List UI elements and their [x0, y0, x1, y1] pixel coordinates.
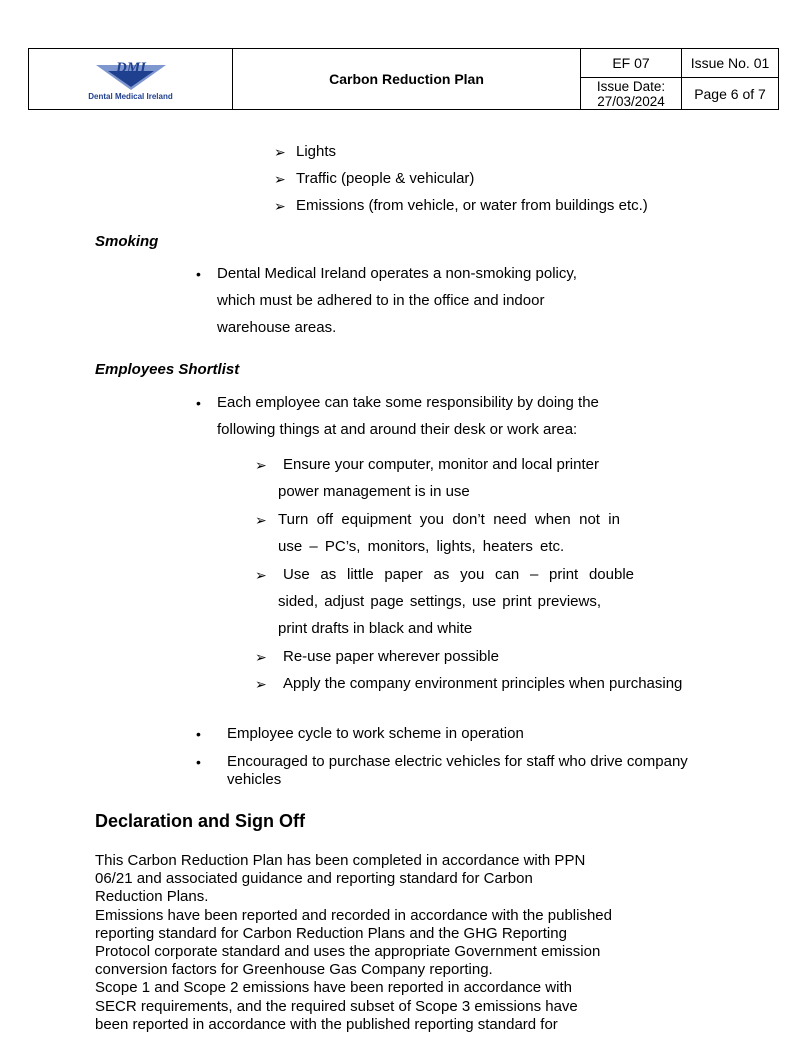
shortlist-item-line: use – PC’s, monitors, lights, heaters etc.	[278, 538, 565, 555]
declaration-line: been reported in accordance with the published reporting standard for	[95, 1015, 558, 1033]
document-title: Carbon Reduction Plan	[233, 49, 581, 110]
bullet-icon: •	[196, 395, 201, 411]
list-item: Lights	[296, 143, 337, 160]
smoking-heading: Smoking	[95, 233, 159, 250]
list-item: Emissions (from vehicle, or water from buildings etc.)	[296, 197, 648, 214]
page-number: Page 6 of 7	[682, 78, 779, 110]
shortlist-item-line: Ensure your computer, monitor and local printer	[283, 456, 599, 473]
bullet-line: vehicles	[227, 771, 282, 788]
smoking-line: which must be adhered to in the office and indoor	[217, 292, 545, 309]
shortlist-item-line: print drafts in black and white	[278, 620, 473, 637]
issue-number: Issue No. 01	[682, 49, 779, 78]
declaration-paragraph	[95, 852, 715, 1034]
arrow-bullet-icon: ➢	[255, 567, 267, 583]
declaration-line: reporting standard for Carbon Reduction Plans and the GHG Reporting	[95, 924, 567, 942]
declaration-line: 06/21 and associated guidance and reporting standard for Carbon	[95, 870, 533, 888]
arrow-bullet-icon: ➢	[274, 198, 286, 214]
logo-cell	[29, 49, 233, 110]
declaration-line: Reduction Plans.	[95, 888, 209, 906]
issue-date: 27/03/2024	[597, 93, 665, 109]
issue-date-label: Issue Date:	[596, 78, 666, 94]
document-header	[28, 48, 779, 110]
arrow-bullet-icon: ➢	[274, 171, 286, 187]
bullet-icon: •	[196, 726, 201, 742]
declaration-line: conversion factors for Greenhouse Gas Company reporting.	[95, 961, 493, 979]
declaration-line: SECR requirements, and the required subset of Scope 3 emissions have	[95, 997, 578, 1015]
shortlist-item-line: power management is in use	[278, 483, 470, 500]
bullet-line: Encouraged to purchase electric vehicles for staff who drive company	[227, 753, 688, 770]
declaration-line: Scope 1 and Scope 2 emissions have been reported in accordance with	[95, 979, 572, 997]
list-item: Traffic (people & vehicular)	[296, 170, 475, 187]
shortlist-item-line: Turn off equipment you don’t need when not in	[278, 511, 620, 528]
employees-heading: Employees Shortlist	[95, 361, 240, 378]
shortlist-item-line: Use as little paper as you can – print double	[283, 566, 634, 583]
bullet-line: Employee cycle to work scheme in operation	[227, 725, 524, 742]
bullet-icon: •	[196, 754, 201, 770]
arrow-bullet-icon: ➢	[255, 512, 267, 528]
shortlist-item-line: Apply the company environment principles when purchasing	[283, 675, 683, 692]
doc-code: EF 07	[581, 49, 682, 78]
smoking-line: Dental Medical Ireland operates a non-smoking policy,	[217, 265, 577, 282]
bullet-icon: •	[196, 266, 201, 282]
smoking-line: warehouse areas.	[217, 319, 337, 336]
declaration-line: This Carbon Reduction Plan has been completed in accordance with PPN	[95, 852, 586, 869]
svg-text:DMI: DMI	[115, 60, 146, 76]
arrow-bullet-icon: ➢	[274, 144, 286, 160]
employees-intro-line: Each employee can take some responsibility by doing the	[217, 394, 599, 411]
logo-text: Dental Medical Ireland	[88, 92, 173, 101]
employees-intro-line: following things at and around their desk or work area:	[217, 421, 578, 438]
arrow-bullet-icon: ➢	[255, 676, 267, 692]
arrow-bullet-icon: ➢	[255, 649, 267, 665]
shortlist-item-line: sided, adjust page settings, use print previews,	[278, 593, 602, 610]
dmi-logo-icon	[94, 57, 168, 91]
arrow-bullet-icon: ➢	[255, 457, 267, 473]
declaration-heading: Declaration and Sign Off	[95, 811, 306, 831]
shortlist-item-line: Re-use paper wherever possible	[283, 648, 499, 665]
company-logo	[29, 57, 232, 101]
declaration-line: Emissions have been reported and recorded in accordance with the published	[95, 906, 612, 924]
declaration-line: Protocol corporate standard and uses the appropriate Government emission	[95, 943, 601, 961]
issue-date-cell	[581, 78, 682, 110]
